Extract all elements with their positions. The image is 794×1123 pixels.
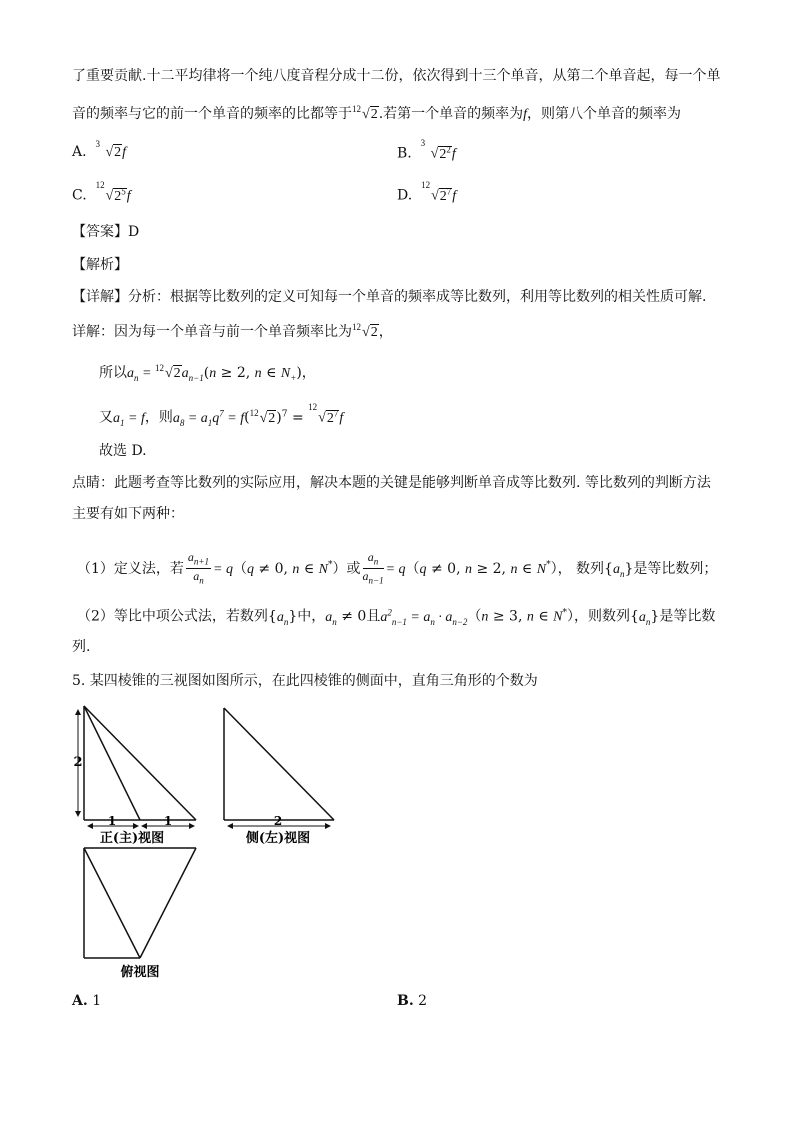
analysis-tag: 【解析】 — [72, 257, 128, 273]
option-b[interactable]: B. 3 $√2^2f$ — [397, 138, 456, 162]
option-b-var: f — [451, 146, 456, 162]
option-a-radicand: 2 — [114, 145, 122, 160]
method-2-text: （2）等比中项公式法，若数列 — [77, 608, 268, 625]
detail-line-1: 【详解】分析：根据等比数列的定义可知每一个单音的频率成等比数列，利用等比数列的相关性质可解. — [72, 289, 707, 305]
q5-option-a-value: 1 — [92, 993, 102, 1009]
option-d-var: f — [452, 188, 457, 204]
method-1-seq: ， 数列 — [557, 560, 605, 577]
three-view-figure — [70, 700, 350, 990]
option-d[interactable]: D. 12 $√2^7f$ — [397, 180, 457, 204]
comment-line-2: 主要有如下两种： — [72, 506, 184, 522]
option-b-exp: 2 — [446, 144, 451, 154]
q5-option-a-label: A. — [72, 993, 88, 1009]
detail-line-4a: 又 — [99, 409, 113, 426]
comment-method-2-end: 列. — [72, 639, 91, 655]
side-view-label: 侧(左)视图 — [245, 831, 311, 846]
detail-line-4b: ，则 — [144, 409, 173, 426]
side-view — [224, 708, 334, 820]
side-width-dim: 2 — [273, 814, 283, 828]
front-right-dim: 1 — [163, 814, 173, 828]
front-view-label: 正(主)视图 — [99, 831, 165, 846]
top-view — [84, 848, 196, 958]
q5-option-a[interactable] — [72, 993, 101, 1009]
intro-line-2c: ，则第八个单音的频率为 — [527, 106, 682, 122]
option-d-radicand: 2 — [439, 188, 447, 204]
comment-method-1: （1）定义法，若 $\frac{a_{n+1}}{a_n}$ = q（q ≠ 0, n ∈ N*）或 $\frac{a_n}{a_{n-1}}$ = q（q ≠ 0, n ≥ 2, n ∈ N*）， 数列$\{a_n\}$是等比数列； — [77, 550, 718, 586]
option-d-exp: 7 — [446, 186, 452, 196]
option-c-exp: 5 — [121, 186, 126, 196]
method-2-mid: 中， — [297, 608, 326, 625]
detail-line-3: 所以$a_n$ = 12 $√2a_{n-1}(n \ge 2$, n ∈ $N_+$)， — [99, 363, 316, 383]
intro-line-2b: .若第一个单音的频率为 — [378, 106, 524, 122]
method-1-or: 或 — [346, 560, 361, 577]
option-c-label: C. — [72, 187, 87, 204]
option-a-index: 3 — [95, 139, 100, 149]
option-b-label: B. — [397, 145, 412, 162]
detail-line-2: 详解：因为每一个单音与前一个单音频率比为 12 √2， — [72, 322, 393, 340]
top-view-label: 俯视图 — [120, 965, 160, 980]
front-dimensions — [78, 710, 194, 826]
option-c-radicand: 2 — [114, 188, 122, 204]
twelfth-root-2: 12 √2 — [352, 104, 378, 122]
method-1-tail: 是等比数列； — [633, 560, 718, 577]
q5-option-b[interactable] — [397, 993, 427, 1009]
question-5-text: 5. 某四棱锥的三视图如图所示，在此四棱锥的侧面中，直角三角形的个数为 — [72, 673, 538, 689]
option-a-var: f — [122, 145, 127, 160]
option-c-index: 12 — [95, 180, 105, 190]
detail-line-3b: ， — [301, 365, 316, 381]
detail-line-3a: 所以 — [99, 365, 127, 381]
method-1-text: （1）定义法，若 — [77, 560, 184, 577]
q5-option-b-value: 2 — [418, 993, 428, 1009]
answer-line — [72, 222, 139, 242]
option-a-label: A. — [72, 144, 87, 160]
method-2-tail: 是等比数 — [659, 608, 716, 625]
option-d-label: D. — [397, 187, 413, 204]
detail-line-2b: ， — [378, 324, 393, 340]
detail-line-2a: 详解：因为每一个单音与前一个单音频率比为 — [72, 324, 352, 340]
method-2-and: 且 — [366, 608, 381, 625]
option-c-var: f — [126, 188, 131, 204]
method-2-then: ，则数列 — [573, 608, 630, 625]
answer-tag: 【答案】 — [72, 224, 128, 240]
option-c[interactable]: C. 12 $√2^5f$ — [72, 180, 131, 204]
answer-value: D — [128, 224, 140, 240]
comment-line-1: 点睛：此题考查等比数列的实际应用，解决本题的关键是能够判断单音成等比数列. 等比数列的判断方法 — [72, 475, 711, 491]
front-view — [84, 706, 196, 820]
option-b-index: 3 — [420, 138, 426, 148]
option-a[interactable]: A. 3 √2f — [72, 139, 127, 160]
option-d-index: 12 — [421, 180, 431, 190]
detail-line-5: 故选 D. — [99, 443, 147, 459]
comment-method-2: （2）等比中项公式法，若数列$\{a_n\}$中，$a_n \ne 0$且$a^2_{n-1} = a_n \cdot a_{n-2}(n \ge 3$, n ∈ N*），则数列$\{a_n\}$是等比数 — [77, 607, 716, 627]
front-height-dim: 2 — [73, 755, 83, 770]
detail-line-4: 又$a_1 = f$，则$a_8 = a_1q^7 = f$( 12 √2)$^7$ = 12 $√2^7f$ — [99, 402, 344, 428]
intro-line-2: 音的频率与它的前一个单音的频率的比都等于 12 √2.若第一个单音的频率为f，则第八个单音的频率为 — [72, 104, 681, 125]
intro-line-1: 了重要贡献.十二平均律将一个纯八度音程分成十二份，依次得到十三个单音，从第二个单音起，每一个单 — [72, 68, 721, 84]
intro-line-2a: 音的频率与它的前一个单音的频率的比都等于 — [72, 106, 352, 122]
q5-option-b-label: B. — [397, 993, 414, 1009]
front-left-dim: 1 — [107, 814, 117, 828]
option-b-radicand: 2 — [439, 146, 447, 162]
